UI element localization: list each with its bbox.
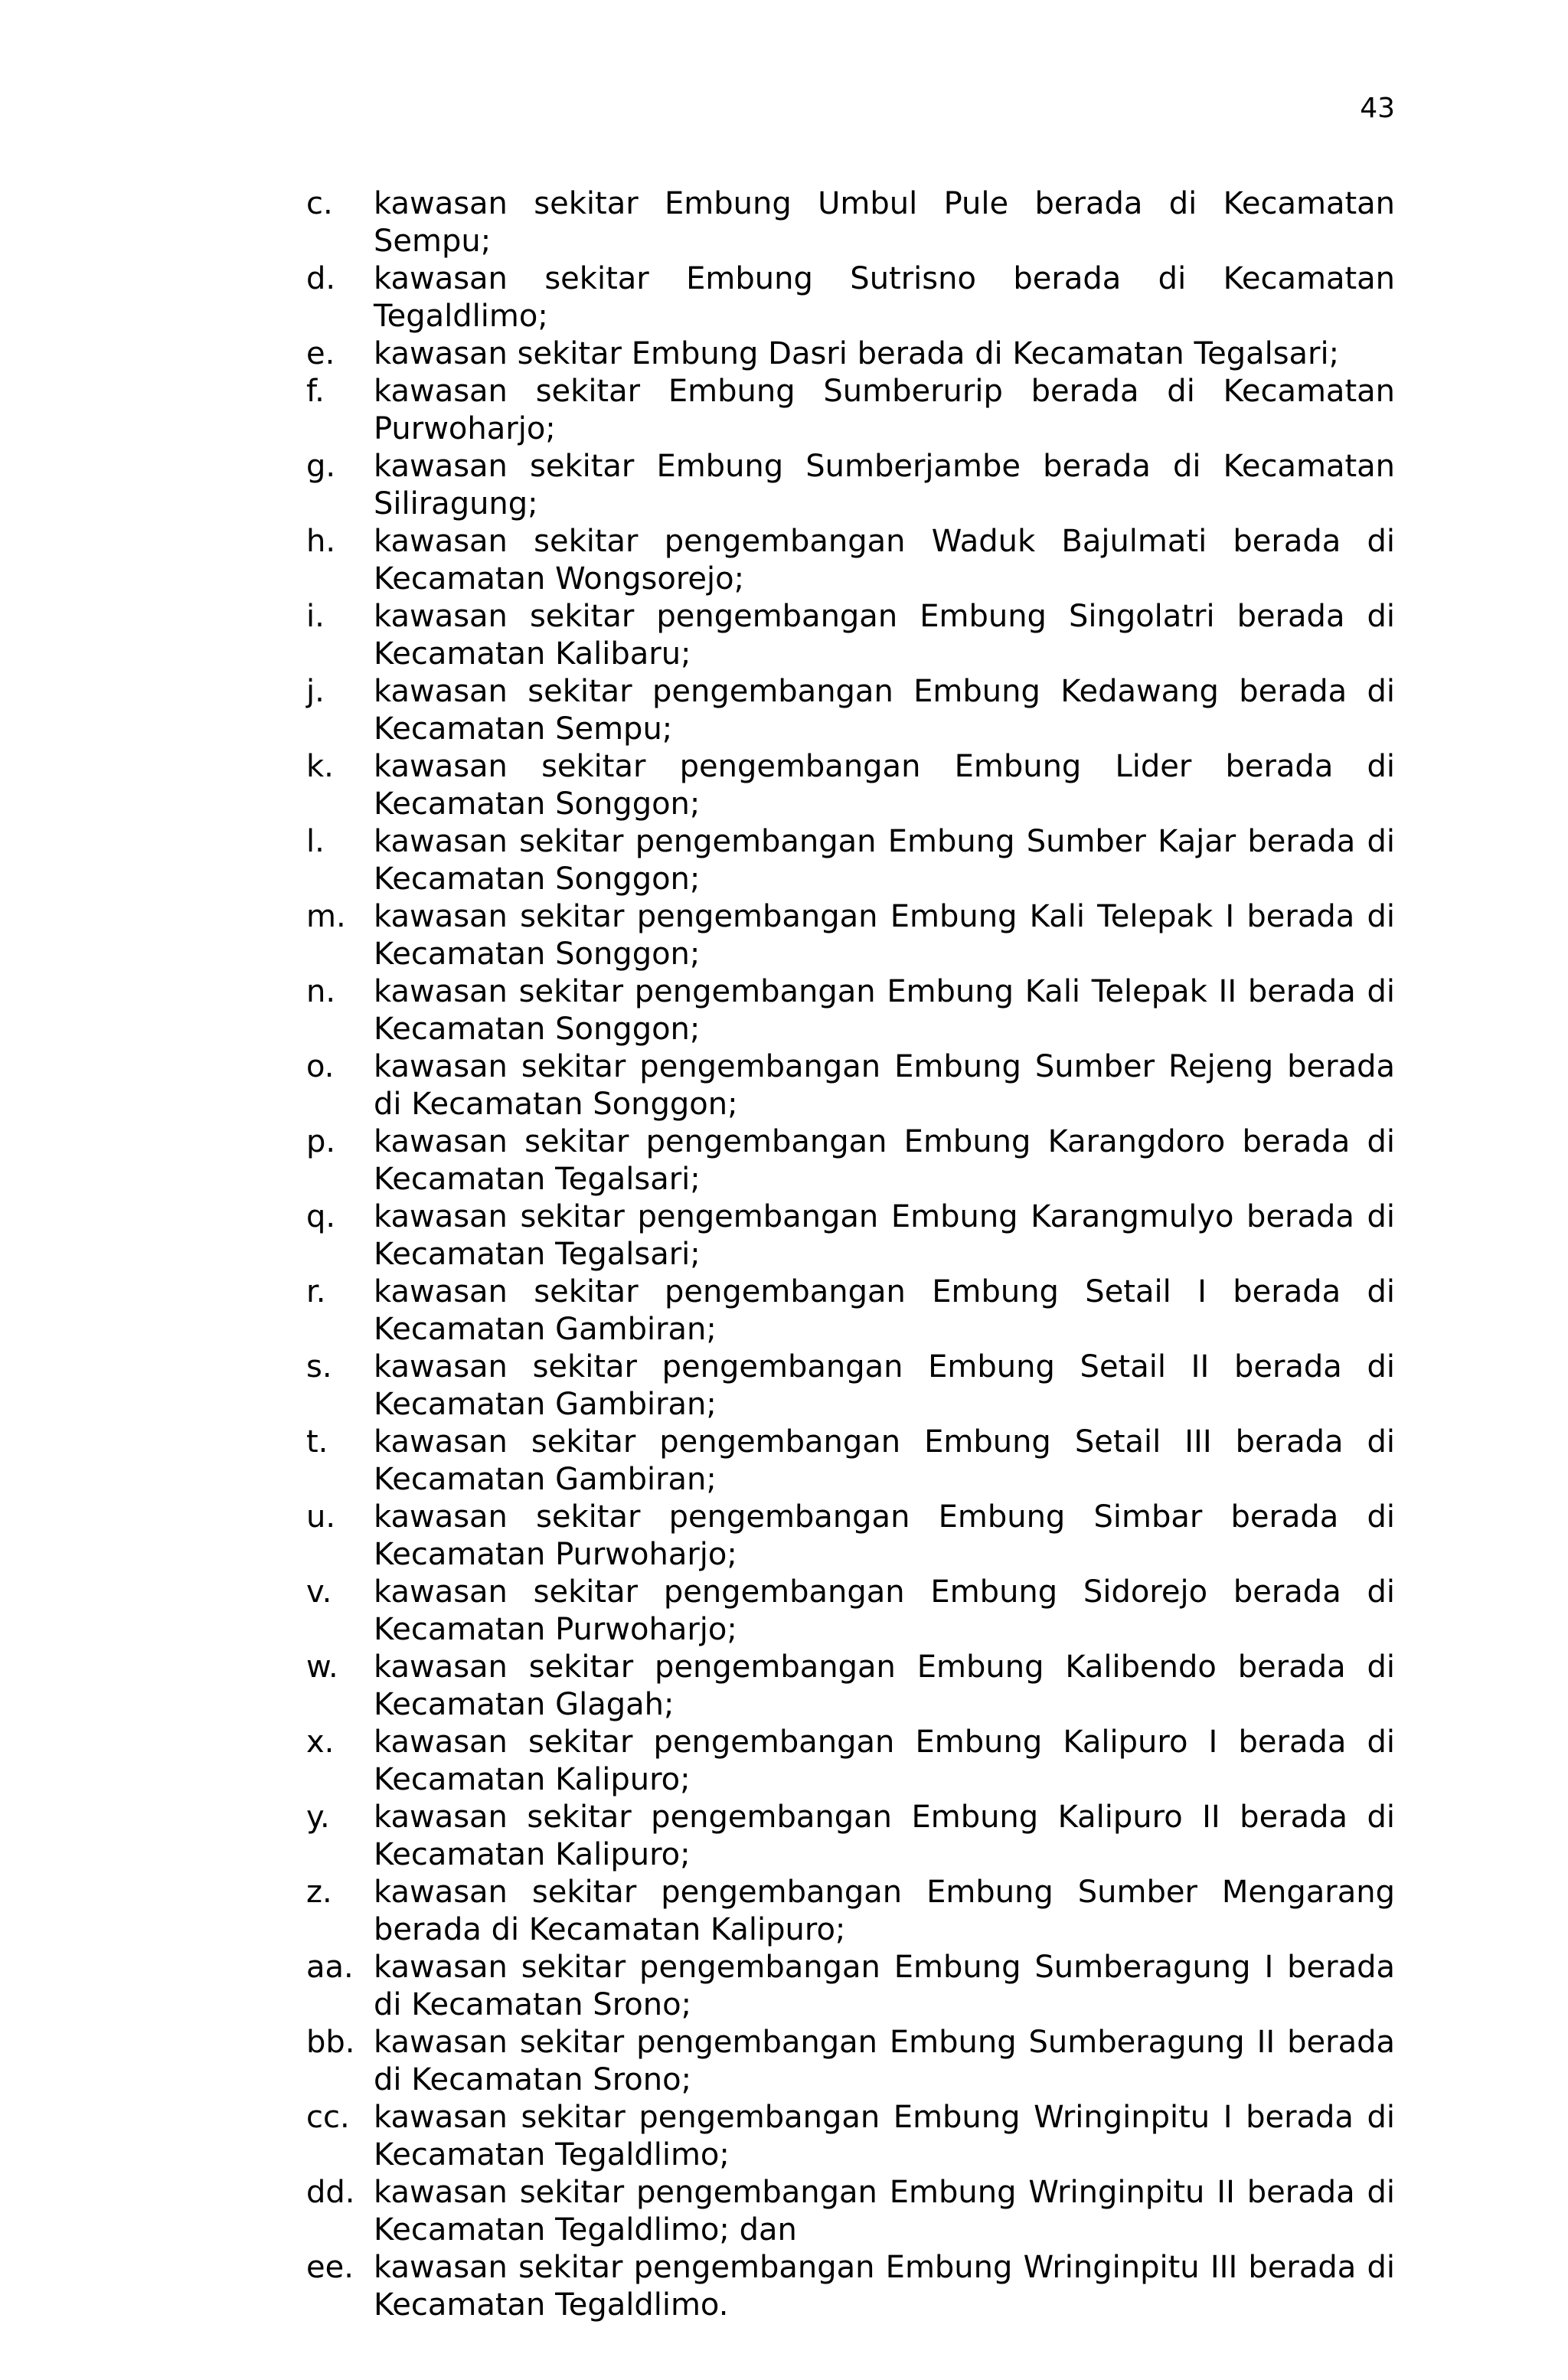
list-item: [306, 748, 1395, 823]
list-item: [306, 185, 1395, 260]
list-item-text: kawasan sekitar pengembangan Embung Karangdoro berada di Kecamatan Tegalsari;: [374, 1124, 1395, 1197]
list-item-marker: g.: [306, 449, 336, 484]
list-item: [306, 1198, 1395, 1273]
list-item-marker: q.: [306, 1199, 336, 1234]
list-item-marker: dd.: [306, 2175, 355, 2210]
list-item-marker: e.: [306, 336, 335, 371]
page-number: 43: [1360, 93, 1395, 124]
list-item: [306, 1349, 1395, 1424]
list-item: [306, 2249, 1395, 2324]
list-item-text: kawasan sekitar pengembangan Embung Setail III berada di Kecamatan Gambiran;: [374, 1424, 1395, 1497]
list-item-marker: z.: [306, 1875, 332, 1910]
list-item: [306, 973, 1395, 1048]
list-item: [306, 1949, 1395, 2024]
list-item-text: kawasan sekitar pengembangan Embung Kalipuro II berada di Kecamatan Kalipuro;: [374, 1800, 1395, 1872]
list-item: [306, 1799, 1395, 1874]
list-item-text: kawasan sekitar pengembangan Embung Kalipuro I berada di Kecamatan Kalipuro;: [374, 1725, 1395, 1797]
list-item-marker: n.: [306, 974, 336, 1009]
list-item-marker: ee.: [306, 2250, 354, 2285]
list-item: [306, 2024, 1395, 2099]
list-item: [306, 2174, 1395, 2249]
list-item-text: kawasan sekitar pengembangan Embung Kali Telepak I berada di Kecamatan Songgon;: [374, 899, 1395, 972]
list-item: [306, 598, 1395, 673]
list-item-marker: f.: [306, 374, 325, 409]
list-item-text: kawasan sekitar pengembangan Embung Wringinpitu III berada di Kecamatan Tegaldlimo.: [374, 2250, 1395, 2323]
list-item-marker: c.: [306, 186, 333, 221]
list-item-text: kawasan sekitar Embung Sutrisno berada di Kecamatan Tegaldlimo;: [374, 261, 1395, 334]
list-item-text: kawasan sekitar pengembangan Embung Simbar berada di Kecamatan Purwoharjo;: [374, 1499, 1395, 1572]
list-item: [306, 673, 1395, 748]
list-item-text: kawasan sekitar Embung Umbul Pule berada di Kecamatan Sempu;: [374, 186, 1395, 259]
list-item-text: kawasan sekitar Embung Dasri berada di Kecamatan Tegalsari;: [374, 336, 1340, 371]
list-item-text: kawasan sekitar pengembangan Embung Sumber Kajar berada di Kecamatan Songgon;: [374, 824, 1395, 897]
list-item-text: kawasan sekitar Embung Sumberjambe berada di Kecamatan Siliragung;: [374, 449, 1395, 521]
list-item: [306, 823, 1395, 898]
list-item-marker: k.: [306, 749, 334, 784]
list-item: [306, 1123, 1395, 1198]
list-item: [306, 448, 1395, 523]
list-item: [306, 1499, 1395, 1574]
list-item: [306, 1574, 1395, 1649]
list-item-marker: p.: [306, 1124, 336, 1159]
list-item-text: kawasan sekitar pengembangan Embung Kali Telepak II berada di Kecamatan Songgon;: [374, 974, 1395, 1047]
list-item-text: kawasan sekitar pengembangan Embung Lider berada di Kecamatan Songgon;: [374, 749, 1395, 822]
list-item: [306, 1874, 1395, 1949]
list-item-marker: x.: [306, 1725, 335, 1760]
list-item-text: kawasan sekitar pengembangan Embung Kedawang berada di Kecamatan Sempu;: [374, 674, 1395, 747]
list-item: [306, 2099, 1395, 2174]
list-item-text: kawasan sekitar pengembangan Embung Singolatri berada di Kecamatan Kalibaru;: [374, 599, 1395, 672]
list-item-text: kawasan sekitar pengembangan Waduk Bajulmati berada di Kecamatan Wongsorejo;: [374, 524, 1395, 597]
list-item-text: kawasan sekitar pengembangan Embung Sumberagung I berada di Kecamatan Srono;: [374, 1950, 1395, 2022]
regulation-list: [306, 185, 1395, 2324]
list-item: [306, 260, 1395, 335]
list-item: [306, 373, 1395, 448]
list-item-marker: aa.: [306, 1950, 354, 1985]
list-item: [306, 1724, 1395, 1799]
list-item-marker: v.: [306, 1574, 332, 1610]
list-item-text: kawasan sekitar pengembangan Embung Setail II berada di Kecamatan Gambiran;: [374, 1349, 1395, 1422]
list-item-marker: t.: [306, 1424, 328, 1460]
list-item-text: kawasan sekitar pengembangan Embung Sumber Mengarang berada di Kecamatan Kalipuro;: [374, 1875, 1395, 1947]
list-item-text: kawasan sekitar pengembangan Embung Kalibendo berada di Kecamatan Glagah;: [374, 1649, 1395, 1722]
list-item-text: kawasan sekitar pengembangan Embung Sidorejo berada di Kecamatan Purwoharjo;: [374, 1574, 1395, 1647]
list-item-text: kawasan sekitar pengembangan Embung Sumber Rejeng berada di Kecamatan Songgon;: [374, 1049, 1395, 1122]
list-item-marker: d.: [306, 261, 336, 296]
list-item-text: kawasan sekitar pengembangan Embung Sumberagung II berada di Kecamatan Srono;: [374, 2025, 1395, 2097]
list-item: [306, 1424, 1395, 1499]
list-item-marker: cc.: [306, 2100, 350, 2135]
list-item-marker: bb.: [306, 2025, 355, 2060]
list-item-text: kawasan sekitar Embung Sumberurip berada di Kecamatan Purwoharjo;: [374, 374, 1395, 446]
list-item-marker: i.: [306, 599, 325, 634]
list-item-marker: j.: [306, 674, 325, 709]
list-item-text: kawasan sekitar pengembangan Embung Wringinpitu II berada di Kecamatan Tegaldlimo; dan: [374, 2175, 1395, 2248]
list-item-text: kawasan sekitar pengembangan Embung Wringinpitu I berada di Kecamatan Tegaldlimo;: [374, 2100, 1395, 2172]
list-item-text: kawasan sekitar pengembangan Embung Karangmulyo berada di Kecamatan Tegalsari;: [374, 1199, 1395, 1272]
list-item-marker: y.: [306, 1800, 330, 1835]
list-item: [306, 335, 1395, 373]
list-item-marker: l.: [306, 824, 325, 859]
list-item: [306, 1048, 1395, 1123]
list-item-marker: m.: [306, 899, 346, 934]
list-item: [306, 1649, 1395, 1724]
list-item-marker: r.: [306, 1274, 326, 1309]
list-item: [306, 523, 1395, 598]
list-item: [306, 898, 1395, 973]
list-item-marker: w.: [306, 1649, 338, 1685]
list-item-text: kawasan sekitar pengembangan Embung Setail I berada di Kecamatan Gambiran;: [374, 1274, 1395, 1347]
list-item: [306, 1273, 1395, 1349]
list-item-marker: s.: [306, 1349, 332, 1385]
list-item-marker: o.: [306, 1049, 335, 1084]
list-item-marker: h.: [306, 524, 336, 559]
list-item-marker: u.: [306, 1499, 336, 1535]
